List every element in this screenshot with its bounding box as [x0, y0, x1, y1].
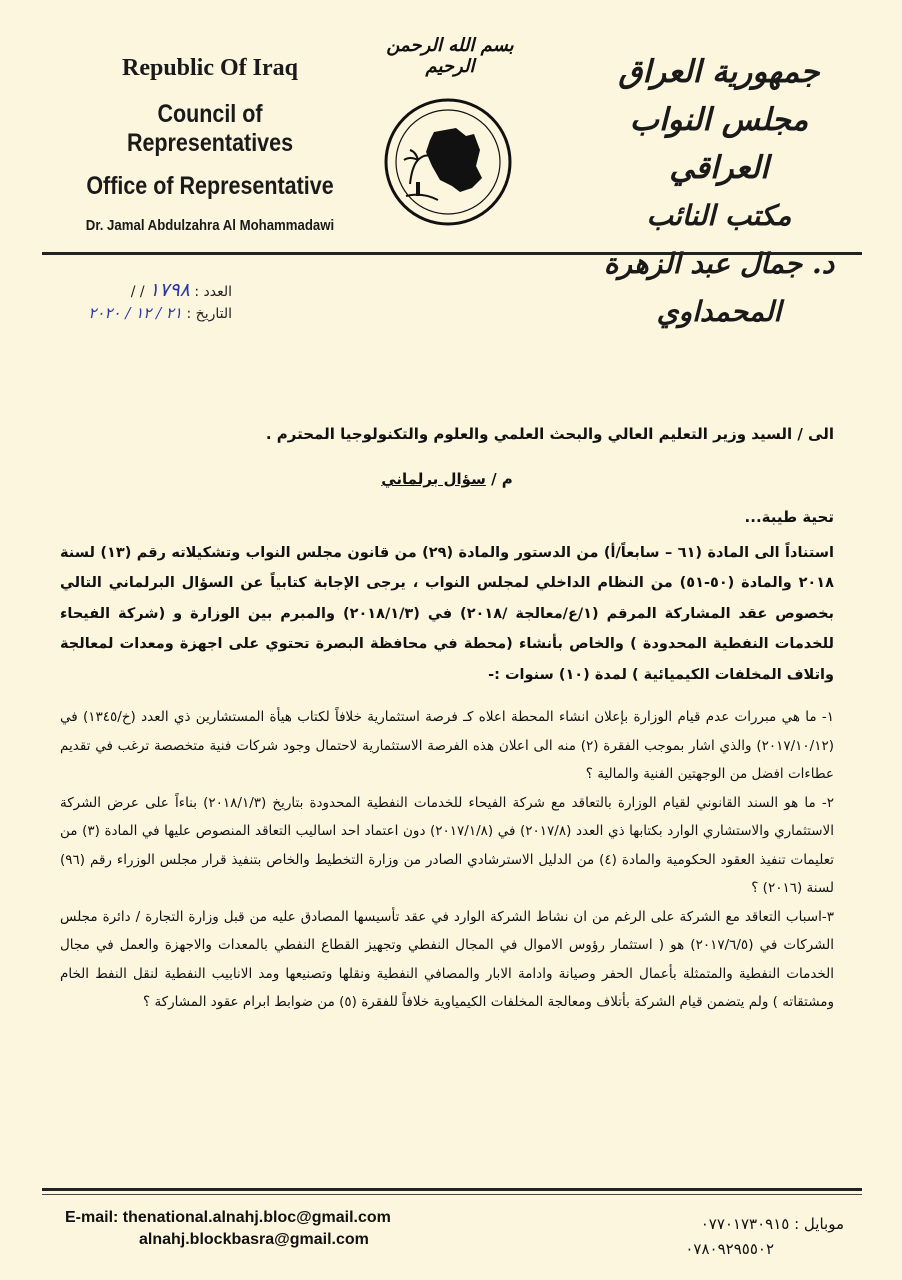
header-divider: [42, 252, 862, 255]
phone-label: موبايل :: [794, 1215, 844, 1233]
questions-block: [60, 703, 834, 1017]
footer-divider: [42, 1188, 862, 1191]
header-en-council: Council of Representatives: [126, 100, 294, 157]
reference-block: [88, 280, 232, 325]
phone-2: ٠٧٨٠٩٢٩٥٥٠٢: [685, 1240, 774, 1258]
parliament-seal-icon: [382, 96, 514, 228]
footer-phones: [685, 1212, 844, 1262]
header-en-name: Dr. Jamal Abdulzahra Al Mohammadawi: [85, 217, 335, 234]
number-label: العدد :: [194, 284, 232, 300]
date-label: التاريخ :: [186, 306, 232, 322]
number-slots: / /: [130, 284, 145, 300]
greeting: تحية طيبة...: [744, 508, 834, 526]
question-2: ٢- ما هو السند القانوني لقيام الوزارة بالتعاقد مع شركة الفيحاء للخدمات النفطية المحدودة بتاريخ (٢٠١٨/١/٣) بناءاً على عرض الشركة الاستثماري والاستشاري الوارد بكتابها ذي العدد (٢٠١٧/٨) في (٢٠١٧/١/٨) دون اعتماد احد اساليب التعاقد المنصوص عليها في المادة (٣) من تعليمات تنفيذ العقود الحكومية والمادة (٤) من الدليل الاسترشادي الصادر من وزارة التخطيط والخاص بتنفيذ قرار مجلس الوزراء رقم (٩٦) لسنة (٢٠١٦) ؟: [60, 794, 834, 896]
subject-line: [60, 470, 834, 488]
email-line-1: E-mail: thenational.alnahj.bloc@gmail.com: [65, 1209, 391, 1226]
email-line-2: alnahj.blockbasra@gmail.com: [139, 1231, 369, 1248]
basmala-calligraphy: بسم الله الرحمن الرحيم: [386, 35, 514, 77]
footer-emails: [65, 1207, 391, 1251]
intro-paragraph: استناداً الى المادة (٦١ – سابعاً/أ) من الدستور والمادة (٢٩) من قانون مجلس النواب وتشكيلاته رقم (١٣) لسنة ٢٠١٨ والمادة (٥٠-٥١) من النظام الداخلي لمجلس النواب ، يرجى الإجابة كتابياً عن السؤال البرلماني التالي بخصوص عقد المشاركة المرقم (١/ع/معالجة /٢٠١٨) في (٢٠١٨/١/٣) والمبرم بين الوزارة و (شركة الفيحاء للخدمات النفطية المحدودة ) والخاص بأنشاء (محطة في محافظة البصرة تحتوي على اجهزة ومعدات لمعالجة واتلاف المخلفات الكيميائية ) لمدة (١٠) سنوات :-: [60, 545, 835, 683]
subject-prefix: م /: [491, 470, 513, 488]
subject-text: سؤال برلماني: [381, 470, 486, 488]
header-ar-office: مكتب النائب: [646, 199, 792, 232]
question-3: ٣-اسباب التعاقد مع الشركة على الرغم من ان نشاط الشركة الوارد في عقد تأسيسها المصادق عليه من قبل وزارة التجارة / دائرة مجلس الشركات في (٢٠١٧/٦/٥) هو ( استثمار رؤوس الاموال في المجال النفطي وتجهيز القطاع النفطي بالمعدات والاجهزة والعمل في مجال الخدمات النفطية والمتمثلة بأعمال الحفر وصيانة وادامة الابار والمصافي النفطية ونقلها وتصنيعها ومد الانابيب النفطية لنقل النفط الخام ومشتقاته ) ولم يتضمن قيام الشركة بأتلاف ومعالجة المخلفات الكيمياوية خلافاً للفقرة (٥) من ضوابط ابرام عقود المشاركة ؟: [60, 908, 834, 1010]
phone-1: ٠٧٧٠١٧٣٠٩١٥: [700, 1215, 790, 1233]
header-en-country: Republic Of Iraq: [121, 55, 298, 81]
footer-divider-thin: [42, 1194, 862, 1195]
header-ar-council: مجلس النواب العراقي: [629, 102, 809, 186]
header-ar-name: د. جمال عبد الزهرة المحمداوي: [603, 247, 835, 328]
header-english: [60, 55, 360, 234]
date-value: ٢١ / ١٢ / ٢٠٢٠: [88, 304, 183, 322]
header-arabic: [594, 48, 844, 336]
header-en-office: Office of Representative: [86, 172, 334, 200]
number-value: ١٧٩٨: [149, 279, 190, 301]
question-1: ١- ما هي مبررات عدم قيام الوزارة بإعلان انشاء المحطة اعلاه كـ فرصة استثمارية خلافاً لكتاب هيأة المستشارين ذي العدد (خ/١٣٤٥) في (٢٠١٧/١٠/١٢) والذي اشار بموجب الفقرة (٢) منه الى اعلان هذه الفرصة الاستثمارية لاحتمال وجود شركات فنية متخصصة ترغب في تقديم عطاءات افضل من الوجهتين الفنية والمالية ؟: [60, 709, 835, 782]
header-ar-country: جمهورية العراق: [618, 54, 820, 90]
recipient-line: الى / السيد وزير التعليم العالي والبحث العلمي والعلوم والتكنولوجيا المحترم .: [265, 425, 834, 443]
